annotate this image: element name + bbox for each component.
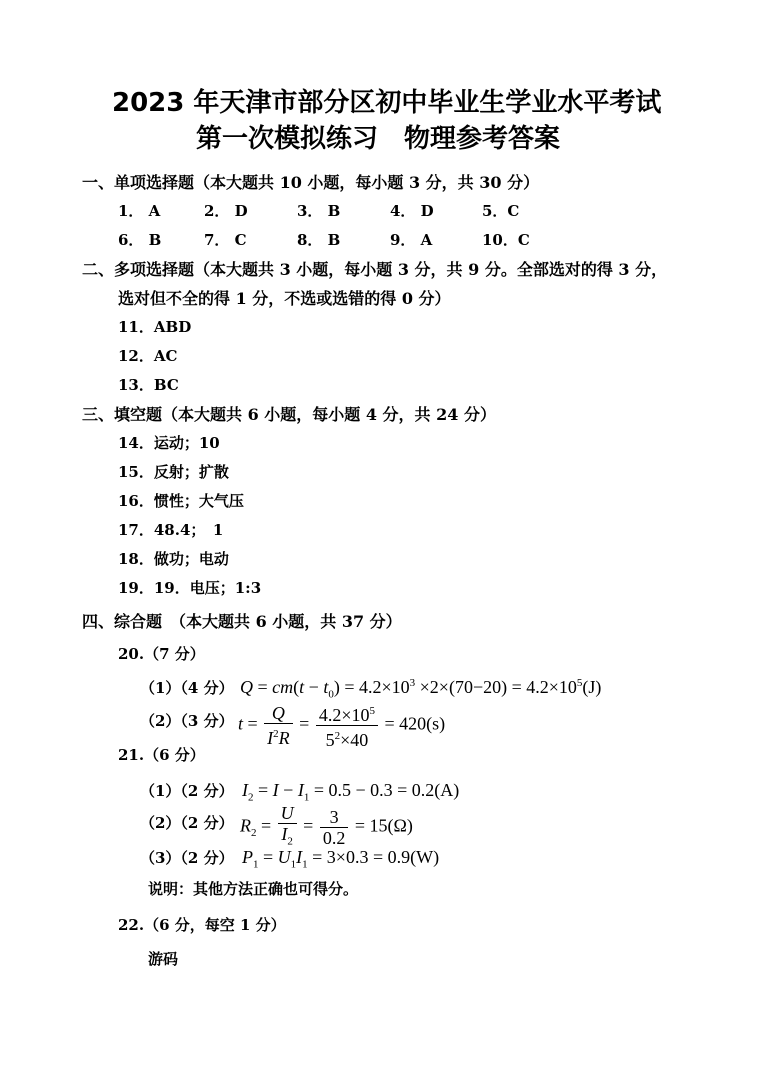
page-title-line1: 2023 年天津市部分区初中毕业生学业水平考试 — [112, 88, 662, 118]
q21-fraction-1: $\frac{U}{I_2}$ — [278, 803, 297, 852]
q20-numerator-exponent: 5 — [369, 705, 375, 717]
q21-part3-label: （3）（2 分） — [140, 849, 234, 867]
answer-q1: 1． A — [118, 202, 161, 220]
q20-numerator-q: Q — [271, 703, 285, 723]
answer-q4: 4． D — [390, 202, 434, 220]
q20-fraction-2: $\frac{4.2\times 10^5}{5^2\times 40}$ — [316, 701, 378, 750]
page-title-line2: 第一次模拟练习 物理参考答案 — [196, 124, 561, 154]
section-2-heading-line2: 选对但不全的得 1 分，不选或选错的得 0 分） — [118, 289, 451, 308]
q21-note: 说明：其他方法正确也可得分。 — [148, 880, 359, 898]
section-3-heading: 三、填空题（本大题共 6 小题，每小题 4 分，共 24 分） — [82, 405, 496, 424]
answer-q18: 18．做功；电动 — [118, 550, 229, 568]
answer-q17: 17．48.4； 1 — [118, 521, 224, 539]
answer-q16: 16．惯性；大气压 — [118, 492, 244, 510]
q20-part1-label: （1）（4 分） — [140, 679, 234, 697]
answer-q6: 6． B — [118, 231, 162, 249]
section-2-heading-line1: 二、多项选择题（本大题共 3 小题，每小题 3 分，共 9 分。全部选对的得 3 分， — [82, 260, 668, 279]
answer-q10: 10．C — [482, 231, 530, 249]
q20-label: 20.（7 分） — [118, 645, 205, 663]
q20-part1-formula: $Q = cm(t - t_0) = 4.2\times 10^3 \times 2\times(70-20) = 4.2\times 10^5(J)$ — [240, 677, 602, 701]
answer-q5: 5．C — [482, 202, 520, 220]
section-1-heading: 一、单项选择题（本大题共 10 小题，每小题 3 分，共 30 分） — [82, 173, 540, 192]
answer-q9: 9． A — [390, 231, 433, 249]
answer-q11: 11．ABD — [118, 318, 192, 336]
q21-part2-label: （2）（2 分） — [140, 814, 234, 832]
q22-first-answer: 游码 — [148, 950, 179, 968]
q20-numerator-value: 4.2×10 — [318, 705, 370, 725]
q21-fraction-2: $\frac{3}{0.2}$ — [320, 807, 349, 848]
q21-part1-label: （1）（2 分） — [140, 782, 234, 800]
answer-q19: 19．19．电压；1:3 — [118, 579, 262, 597]
answer-q7: 7． C — [204, 231, 247, 249]
q21-part3-formula: $P_1 = U_1I_1 = 3\times 0.3 = 0.9(W)$ — [242, 847, 440, 871]
answer-q8: 8． B — [297, 231, 341, 249]
section-4-heading: 四、综合题 （本大题共 6 小题，共 37 分） — [82, 612, 402, 631]
answer-q12: 12．AC — [118, 347, 178, 365]
q21-part2-formula: $R_2$ = $\frac{U}{I_2}$ = $\frac{3}{0.2}$ = 15(Ω) — [240, 803, 413, 852]
answer-q3: 3． B — [297, 202, 341, 220]
answer-q15: 15．反射；扩散 — [118, 463, 229, 481]
answer-q14: 14．运动；10 — [118, 434, 220, 452]
q21-label: 21.（6 分） — [118, 746, 205, 764]
q20-part2-formula: t = $\frac{Q}{I^2R}$ = $\frac{4.2\times 10^5}{5^2\times 40}$ = 420(s) — [238, 703, 446, 750]
answer-q2: 2． D — [204, 202, 248, 220]
q22-label: 22.（6 分，每空 1 分） — [118, 916, 286, 934]
q21-part3-result: = 3×0.3 = 0.9(W) — [312, 847, 440, 867]
q21-part2-result: = 15(Ω) — [354, 815, 413, 836]
q20-fraction-1: $\frac{Q}{I^2R}$ — [264, 703, 293, 748]
q20-part2-result: = 420(s) — [384, 713, 446, 734]
q20-part2-label: （2）（3 分） — [140, 712, 234, 730]
answer-q13: 13．BC — [118, 376, 179, 394]
q21-part1-result: = 0.5 − 0.3 = 0.2(A) — [313, 780, 460, 800]
q21-part1-formula: $I_2 = I - I_1 = 0.5 - 0.3 = 0.2(A)$ — [242, 780, 460, 804]
